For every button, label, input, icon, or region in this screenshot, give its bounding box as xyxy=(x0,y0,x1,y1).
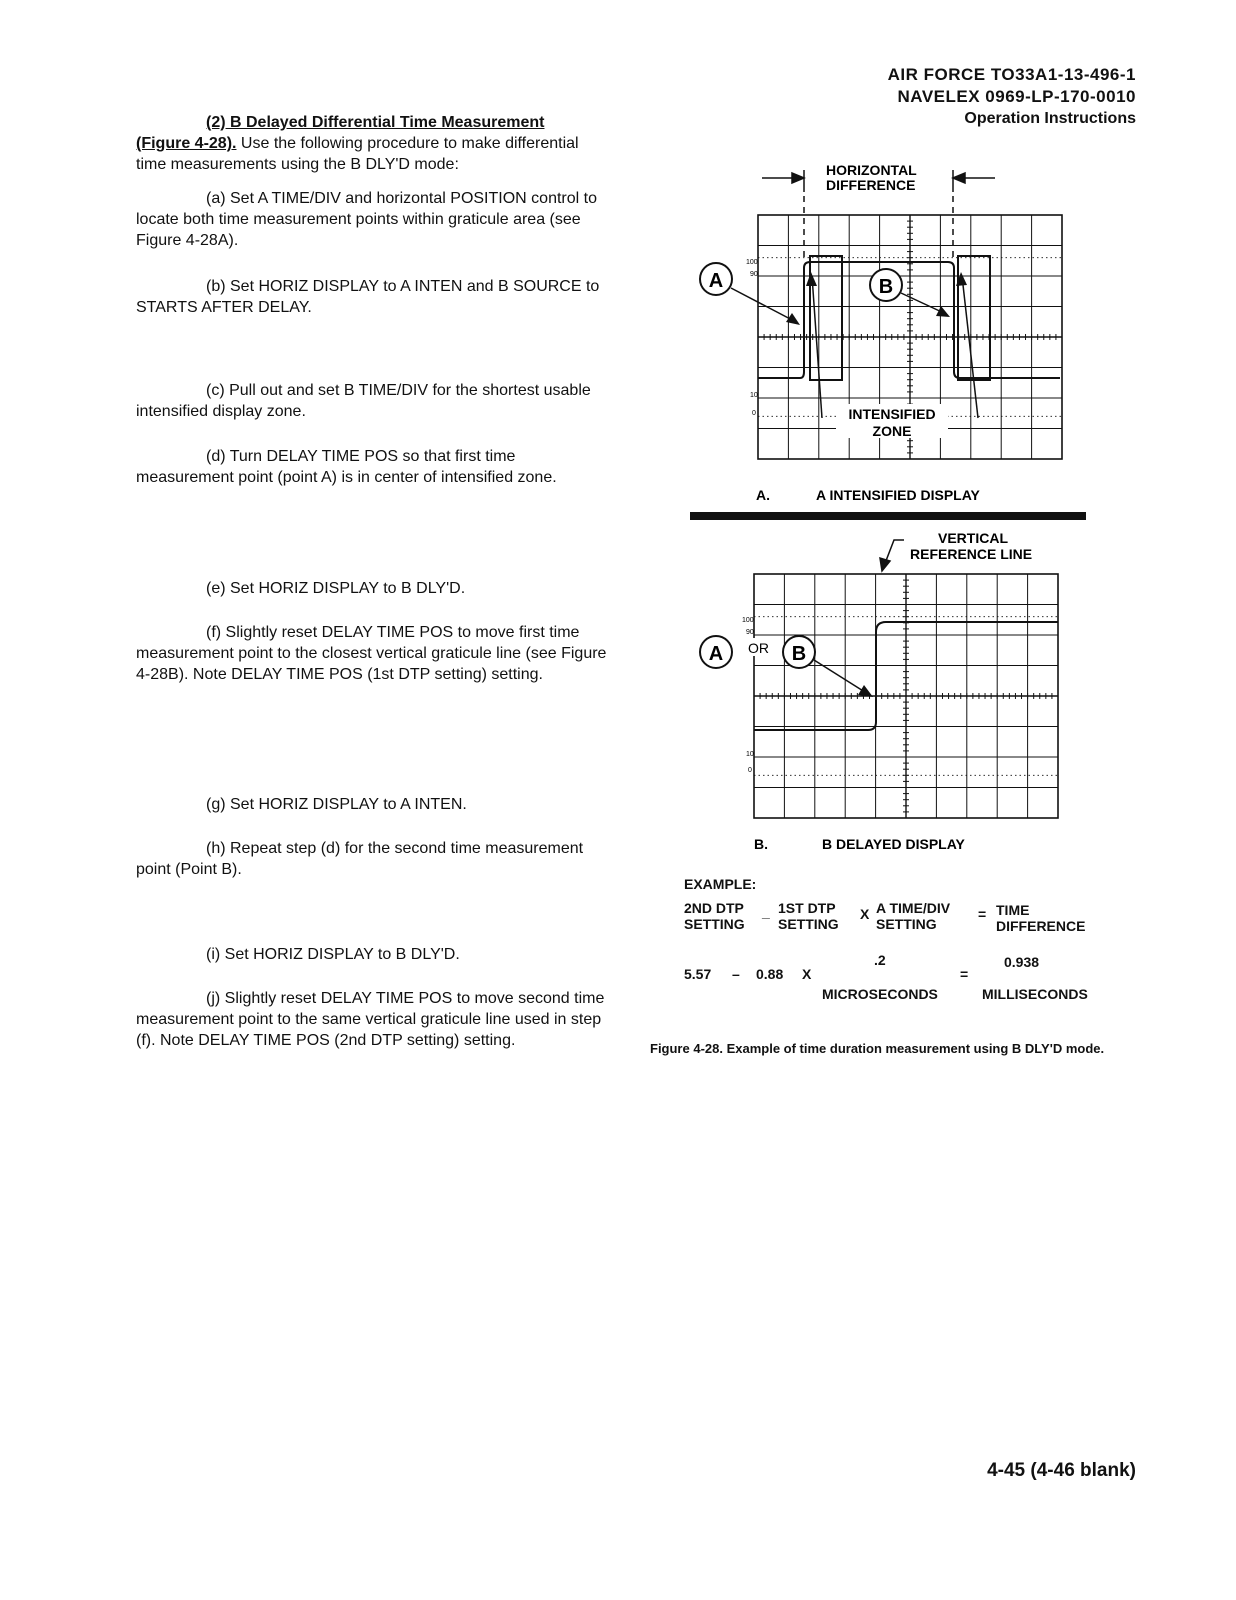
example-c1b: SETTING xyxy=(684,916,745,932)
example-vop1: – xyxy=(732,966,740,982)
point-a-label: A xyxy=(708,270,724,292)
example-col2 xyxy=(778,900,839,932)
section-title: (2) B Delayed Differential Time Measurement xyxy=(206,114,545,131)
example-c3b: SETTING xyxy=(876,916,937,932)
point-b-label-b: B xyxy=(791,643,807,665)
step-g-text: (g) Set HORIZ DISPLAY to A INTEN. xyxy=(206,796,467,813)
level-100-a: 100 xyxy=(746,259,758,266)
level-0-a: 0 xyxy=(752,410,756,417)
example-col3 xyxy=(876,900,950,932)
example-v3: .2 xyxy=(874,952,886,968)
level-90-a: 90 xyxy=(750,271,758,278)
intensified-label-2: ZONE xyxy=(872,423,912,439)
panel-a-title: A INTENSIFIED DISPLAY xyxy=(816,487,980,503)
vertical-ref-label-1: VERTICAL xyxy=(938,530,1008,546)
vertical-reference-arrow xyxy=(880,540,904,571)
example-col4 xyxy=(996,902,1085,934)
header-line-3: Operation Instructions xyxy=(964,110,1136,127)
vertical-ref-label-2: REFERENCE LINE xyxy=(910,546,1033,562)
example-c2b: SETTING xyxy=(778,916,839,932)
example-label: EXAMPLE: xyxy=(684,876,757,892)
example-c4a: TIME xyxy=(996,902,1030,918)
example-v3unit: MICROSECONDS xyxy=(822,986,938,1002)
panel-b-title: B DELAYED DISPLAY xyxy=(822,836,965,852)
step-b-text: (b) Set HORIZ DISPLAY to A INTEN and B SOURCE to STARTS AFTER DELAY. xyxy=(136,278,600,316)
graticule-b xyxy=(754,574,1058,818)
example-vop3: = xyxy=(960,966,969,982)
section-intro-text: Use the following procedure to make differential time measurements using the B DLY'D mode: xyxy=(136,135,579,173)
panel-b-letter: B. xyxy=(754,836,768,852)
page-number: 4-45 (4-46 blank) xyxy=(987,1460,1136,1481)
horizontal-label-2: DIFFERENCE xyxy=(826,177,916,193)
example-v4: 0.938 xyxy=(1004,954,1040,970)
example-v4unit: MILLISECONDS xyxy=(982,986,1088,1002)
step-e-text: (e) Set HORIZ DISPLAY to B DLY'D. xyxy=(206,580,466,597)
step-j-text: (j) Slightly reset DELAY TIME POS to move second time measurement point to the same vertical graticule line used in step (f). Note DELAY TIME POS (2nd DTP setting) setting. xyxy=(136,990,605,1049)
level-10-a: 10 xyxy=(750,392,758,399)
figure-reference: (Figure 4-28). xyxy=(136,135,237,152)
intensified-label-1: INTENSIFIED xyxy=(848,406,936,422)
example-op2: X xyxy=(860,906,870,922)
step-f-text: (f) Slightly reset DELAY TIME POS to move first time measurement point to the closest vertical graticule line (see Figure 4-28B). Note DELAY TIME POS (1st DTP setting) setting. xyxy=(136,624,607,683)
or-label: OR xyxy=(748,640,769,656)
level-10-b: 10 xyxy=(746,751,754,758)
step-h-text: (h) Repeat step (d) for the second time measurement point (Point B). xyxy=(136,840,584,878)
panel-a-level-labels xyxy=(746,259,758,417)
level-0-b: 0 xyxy=(748,767,752,774)
example-v1: 5.57 xyxy=(684,966,712,982)
point-b-label: B xyxy=(878,276,894,298)
step-a-text: (a) Set A TIME/DIV and horizontal POSITION control to locate both time measurement points within graticule area (see Figure 4-28A). xyxy=(136,190,597,249)
example-vop2: X xyxy=(802,966,812,982)
level-100-b: 100 xyxy=(742,617,754,624)
example-c4b: DIFFERENCE xyxy=(996,918,1086,934)
example-op3: = xyxy=(978,906,987,922)
example-c1a: 2ND DTP xyxy=(684,900,744,916)
level-90-b: 90 xyxy=(746,629,754,636)
step-c-text: (c) Pull out and set B TIME/DIV for the shortest usable intensified display zone. xyxy=(136,382,591,420)
example-op1: _ xyxy=(762,904,770,920)
example-c3a: A TIME/DIV xyxy=(876,900,951,916)
example-v2: 0.88 xyxy=(756,966,784,982)
header-line-2: NAVELEX 0969-LP-170-0010 xyxy=(897,87,1136,106)
step-d-text: (d) Turn DELAY TIME POS so that first time measurement point (point A) is in center of intensified zone. xyxy=(136,448,557,486)
horizontal-label-1: HORIZONTAL xyxy=(826,162,917,178)
figure-separator xyxy=(690,512,1086,520)
panel-a-letter: A. xyxy=(756,487,770,503)
example-c2a: 1ST DTP xyxy=(778,900,836,916)
header-line-1: AIR FORCE TO33A1-13-496-1 xyxy=(887,65,1136,84)
step-i-text: (i) Set HORIZ DISPLAY to B DLY'D. xyxy=(206,946,460,963)
point-a-label-b: A xyxy=(708,643,724,665)
figure-caption: Figure 4-28. Example of time duration measurement using B DLY'D mode. xyxy=(650,1041,1105,1056)
example-col1 xyxy=(684,900,745,932)
